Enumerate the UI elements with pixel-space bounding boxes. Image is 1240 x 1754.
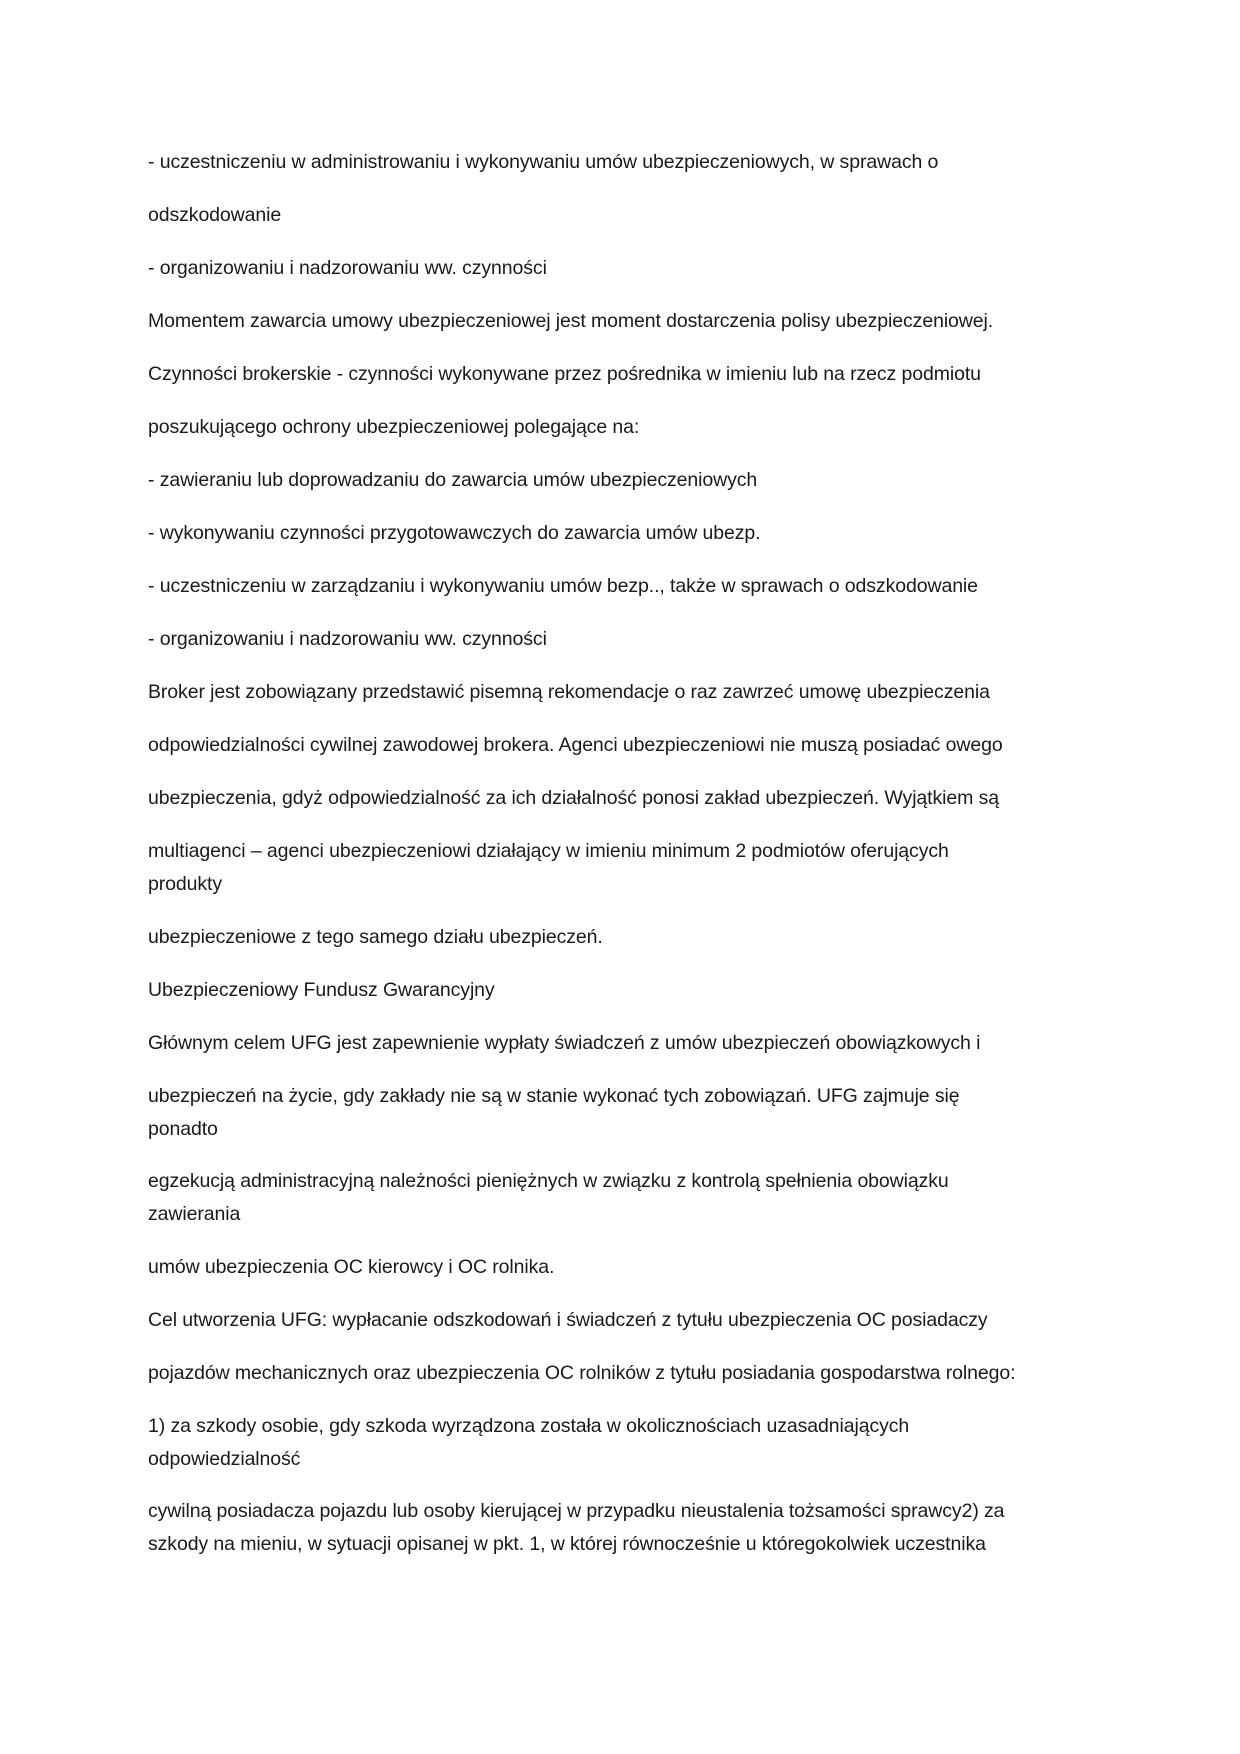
text-line: cywilną posiadacza pojazdu lub osoby kierującej w przypadku nieustalenia tożsamości sprawcy2) za bbox=[148, 1500, 1005, 1522]
text-line: ubezpieczeń na życie, gdy zakłady nie są w stanie wykonać tych zobowiązań. UFG zajmuje się bbox=[148, 1085, 960, 1107]
text-line: - uczestniczeniu w administrowaniu i wykonywaniu umów ubezpieczeniowych, w sprawach o bbox=[148, 151, 939, 173]
text-line: 1) za szkody osobie, gdy szkoda wyrządzona została w okolicznościach uzasadniających bbox=[148, 1415, 910, 1437]
text-line: ponadto bbox=[148, 1118, 218, 1140]
text-line: - organizowaniu i nadzorowaniu ww. czynności bbox=[148, 257, 547, 279]
text-line: odszkodowanie bbox=[148, 204, 282, 226]
text-line: Głównym celem UFG jest zapewnienie wypłaty świadczeń z umów ubezpieczeń obowiązkowych i bbox=[148, 1032, 981, 1054]
text-line: - zawieraniu lub doprowadzaniu do zawarcia umów ubezpieczeniowych bbox=[148, 469, 758, 491]
text-line: egzekucją administracyjną należności pieniężnych w związku z kontrolą spełnienia obowiązku bbox=[148, 1170, 949, 1192]
text-line: szkody na mieniu, w sytuacji opisanej w pkt. 1, w której równocześnie u któregokolwiek uczestnika bbox=[148, 1533, 986, 1555]
text-line: Momentem zawarcia umowy ubezpieczeniowej jest moment dostarczenia polisy ubezpieczeniowej. bbox=[148, 310, 994, 332]
text-line: odpowiedzialność bbox=[148, 1448, 301, 1470]
text-line: - organizowaniu i nadzorowaniu ww. czynności bbox=[148, 628, 547, 650]
text-line: poszukującego ochrony ubezpieczeniowej polegające na: bbox=[148, 416, 640, 438]
text-line: produkty bbox=[148, 873, 222, 895]
section-heading: Ubezpieczeniowy Fundusz Gwarancyjny bbox=[148, 979, 495, 1001]
text-line: pojazdów mechanicznych oraz ubezpieczenia OC rolników z tytułu posiadania gospodarstwa rolnego: bbox=[148, 1362, 1016, 1384]
text-line: Cel utworzenia UFG: wypłacanie odszkodowań i świadczeń z tytułu ubezpieczenia OC posiadaczy bbox=[148, 1309, 988, 1331]
text-line: zawierania bbox=[148, 1203, 241, 1225]
text-line: - wykonywaniu czynności przygotowawczych do zawarcia umów ubezp. bbox=[148, 522, 761, 544]
text-line: multiagenci – agenci ubezpieczeniowi działający w imieniu minimum 2 podmiotów oferujących bbox=[148, 840, 949, 862]
text-line: - uczestniczeniu w zarządzaniu i wykonywaniu umów bezp.., także w sprawach o odszkodowanie bbox=[148, 575, 978, 597]
text-line: Broker jest zobowiązany przedstawić pisemną rekomendacje o raz zawrzeć umowę ubezpieczenia bbox=[148, 681, 990, 703]
text-line: ubezpieczenia, gdyż odpowiedzialność za ich działalność ponosi zakład ubezpieczeń. Wyjątkiem są bbox=[148, 787, 999, 809]
text-line: umów ubezpieczenia OC kierowcy i OC rolnika. bbox=[148, 1256, 555, 1278]
text-line: odpowiedzialności cywilnej zawodowej brokera. Agenci ubezpieczeniowi nie muszą posiadać owego bbox=[148, 734, 1003, 756]
text-line: Czynności brokerskie - czynności wykonywane przez pośrednika w imieniu lub na rzecz podmiotu bbox=[148, 363, 981, 385]
text-line: ubezpieczeniowe z tego samego działu ubezpieczeń. bbox=[148, 926, 603, 948]
